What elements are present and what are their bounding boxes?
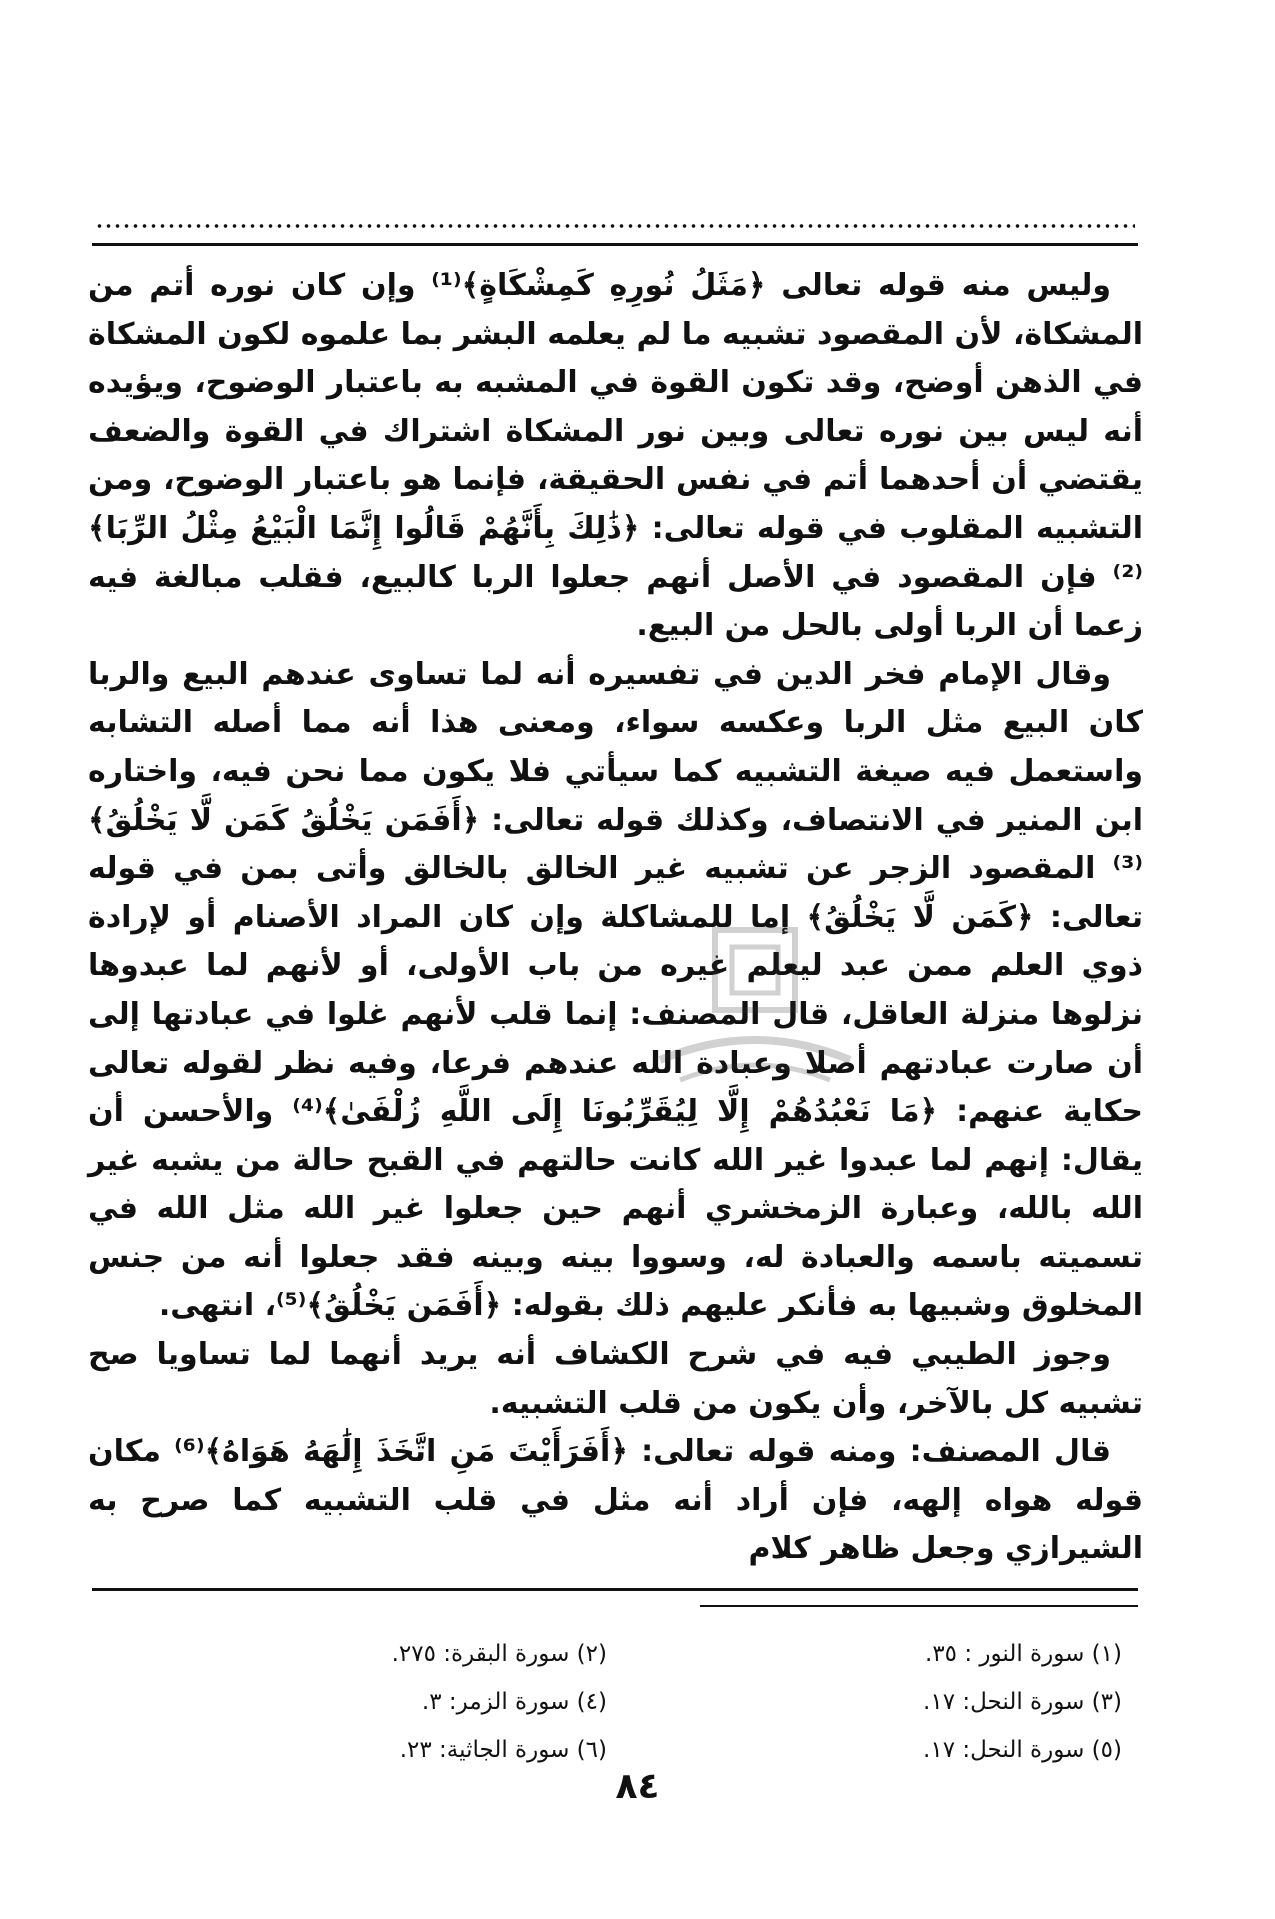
page-number: ٨٤ xyxy=(615,1766,660,1807)
footnote-3: (٣) سورة النحل: ١٧. xyxy=(923,1689,1122,1715)
footnote-6: (٦) سورة الجاثية: ٢٣. xyxy=(399,1737,607,1763)
paragraph-3: وجوز الطيبي فيه في شرح الكشاف أنه يريد أنهما لما تساويا صح تشبيه كل بالآخر، وأن يكون من قلب التشبيه. xyxy=(88,1337,1143,1421)
footnote-2: (٢) سورة البقرة: ٢٧٥. xyxy=(391,1641,607,1667)
text-bottom-rule xyxy=(92,1588,1138,1591)
footnote-4: (٤) سورة الزمر: ٣. xyxy=(421,1689,607,1715)
footnotes xyxy=(100,1630,1130,1774)
footnote-separator xyxy=(700,1605,1138,1607)
paragraph-1: وليس منه قوله تعالى ﴿مَثَلُ نُورِهِ كَمِشْكَاةٍ﴾⁽¹⁾ وإن كان نوره أتم من المشكاة، لأن المقصود تشبيه ما لم يعلمه البشر بما علموه لكون المشكاة في الذهن أوضح، وقد تكون القوة في المشبه به باعتبار الوضوح، ويؤيده أنه ليس بين نوره تعالى وبين نور المشكاة اشتراك في القوة والضعف يقتضي أن أحدهما أتم في نفس الحقيقة، فإنما هو باعتبار الوضوح، ومن التشبيه المقلوب في قوله تعالى: ﴿ذَٰلِكَ بِأَنَّهُمْ قَالُوا إِنَّمَا الْبَيْعُ مِثْلُ الرِّبَا﴾⁽²⁾ فإن المقصود في الأصل أنهم جعلوا الربا كالبيع، فقلب مبالغة فيه زعما أن الربا أولى بالحل من البيع. xyxy=(88,268,1143,644)
footnote-1: (١) سورة النور : ٣٥. xyxy=(925,1641,1122,1667)
main-text xyxy=(88,262,1143,1574)
paragraph-4: قال المصنف: ومنه قوله تعالى: ﴿أَفَرَأَيْتَ مَنِ اتَّخَذَ إِلَٰهَهُ هَوَاهُ﴾⁽⁶⁾ مكان قوله هواه إلهه، فإن أراد أنه مثل في قلب التشبيه كما صرح به الشيرازي وجعل ظاهر كلام xyxy=(88,1434,1143,1567)
footnote-5: (٥) سورة النحل: ١٧. xyxy=(923,1737,1122,1763)
header-rule xyxy=(92,243,1138,246)
paragraph-2: وقال الإمام فخر الدين في تفسيره أنه لما تساوى عندهم البيع والربا كان البيع مثل الربا وعكسه سواء، ومعنى هذا أنه مما أصله التشابه واستعمل فيه صيغة التشبيه كما سيأتي فلا يكون مما نحن فيه، واختاره ابن المنير في الانتصاف، وكذلك قوله تعالى: ﴿أَفَمَن يَخْلُقُ كَمَن لَّا يَخْلُقُ﴾⁽³⁾ المقصود الزجر عن تشبيه غير الخالق بالخالق وأتى بمن في قوله تعالى: ﴿كَمَن لَّا يَخْلُقُ﴾ إما للمشاكلة وإن كان المراد الأصنام أو لإرادة ذوي العلم ممن عبد ليعلم غيره من باب الأولى، أو لأنهم لما عبدوها نزلوها منزلة العاقل، قال المصنف: إنما قلب لأنهم غلوا في عبادتها إلى أن صارت عبادتهم أصلا وعبادة الله عندهم فرعا، وفيه نظر لقوله تعالى حكاية عنهم: ﴿مَا نَعْبُدُهُمْ إِلَّا لِيُقَرِّبُونَا إِلَى اللَّهِ زُلْفَىٰ﴾⁽⁴⁾ والأحسن أن يقال: إنهم لما عبدوا غير الله كانت حالتهم في القبح حالة من يشبه غير الله بالله، وعبارة الزمخشري أنهم حين جعلوا غير الله مثل الله في تسميته باسمه والعبادة له، وسووا بينه وبينه فقد جعلوا أنه من جنس المخلوق وشبيها به فأنكر عليهم ذلك بقوله: ﴿أَفَمَن يَخْلُقُ﴾⁽⁵⁾، انتهى. xyxy=(88,656,1143,1324)
header-dotted-line xyxy=(95,222,1135,230)
